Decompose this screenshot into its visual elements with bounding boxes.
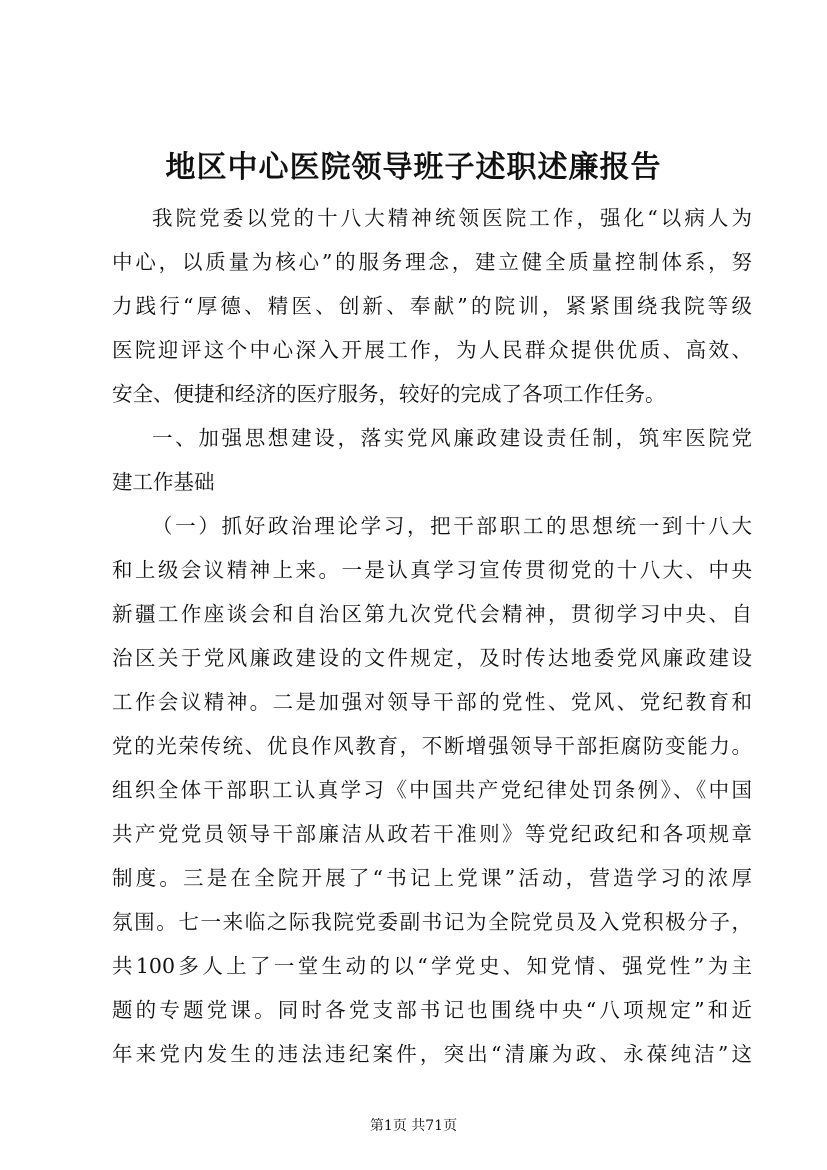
paragraph-line: 医院迎评这个中心深入开展工作，为人民群众提供优质、高效、 <box>112 338 752 362</box>
paragraph-line: 和上级会议精神上来。一是认真学习宣传贯彻党的十八大、中央 <box>112 558 752 582</box>
page-number-footer: 第1页 共71页 <box>369 1118 458 1134</box>
document-title: 地区中心医院领导班子述职述廉报告 <box>165 150 662 185</box>
paragraph-line: 我院党委以党的十八大精神统领医院工作，强化“以病人为 <box>152 206 752 230</box>
paragraph-line: 氛围。七一来临之际我院党委副书记为全院党员及入党积极分子， <box>112 910 752 934</box>
paragraph-line: 组织全体干部职工认真学习《中国共产党纪律处罚条例》、《中国 <box>112 778 752 802</box>
section-heading-line: 建工作基础 <box>112 470 215 494</box>
paragraph-line: 共产党党员领导干部廉洁从政若干准则》等党纪政纪和各项规章 <box>112 822 752 846</box>
paragraph-line: 制度。三是在全院开展了“书记上党课”活动，营造学习的浓厚 <box>112 866 752 890</box>
document-body <box>112 196 752 1076</box>
paragraph-line: 共100多人上了一堂生动的以“学党史、知党情、强党性”为主 <box>112 954 752 978</box>
paragraph-line: 年来党内发生的违法违纪案件，突出“清廉为政、永葆纯洁”这 <box>112 1042 752 1066</box>
paragraph-line: 工作会议精神。二是加强对领导干部的党性、党风、党纪教育和 <box>112 690 752 714</box>
paragraph-line: 治区关于党风廉政建设的文件规定，及时传达地委党风廉政建设 <box>112 646 752 670</box>
paragraph-line: （一）抓好政治理论学习，把干部职工的思想统一到十八大 <box>152 514 752 538</box>
paragraph-line: 安全、便捷和经济的医疗服务，较好的完成了各项工作任务。 <box>112 382 666 406</box>
paragraph-line: 中心，以质量为核心”的服务理念，建立健全质量控制体系，努 <box>112 250 752 274</box>
section-heading-line: 一、加强思想建设，落实党风廉政建设责任制，筑牢医院党 <box>152 426 752 450</box>
paragraph-line: 新疆工作座谈会和自治区第九次党代会精神，贯彻学习中央、自 <box>112 602 752 626</box>
paragraph-line: 力践行“厚德、精医、创新、奉献”的院训，紧紧围绕我院等级 <box>112 294 752 318</box>
paragraph-line: 题的专题党课。同时各党支部书记也围绕中央“八项规定”和近 <box>112 998 752 1022</box>
paragraph-line: 党的光荣传统、优良作风教育，不断增强领导干部拒腐防变能力。 <box>112 734 752 758</box>
